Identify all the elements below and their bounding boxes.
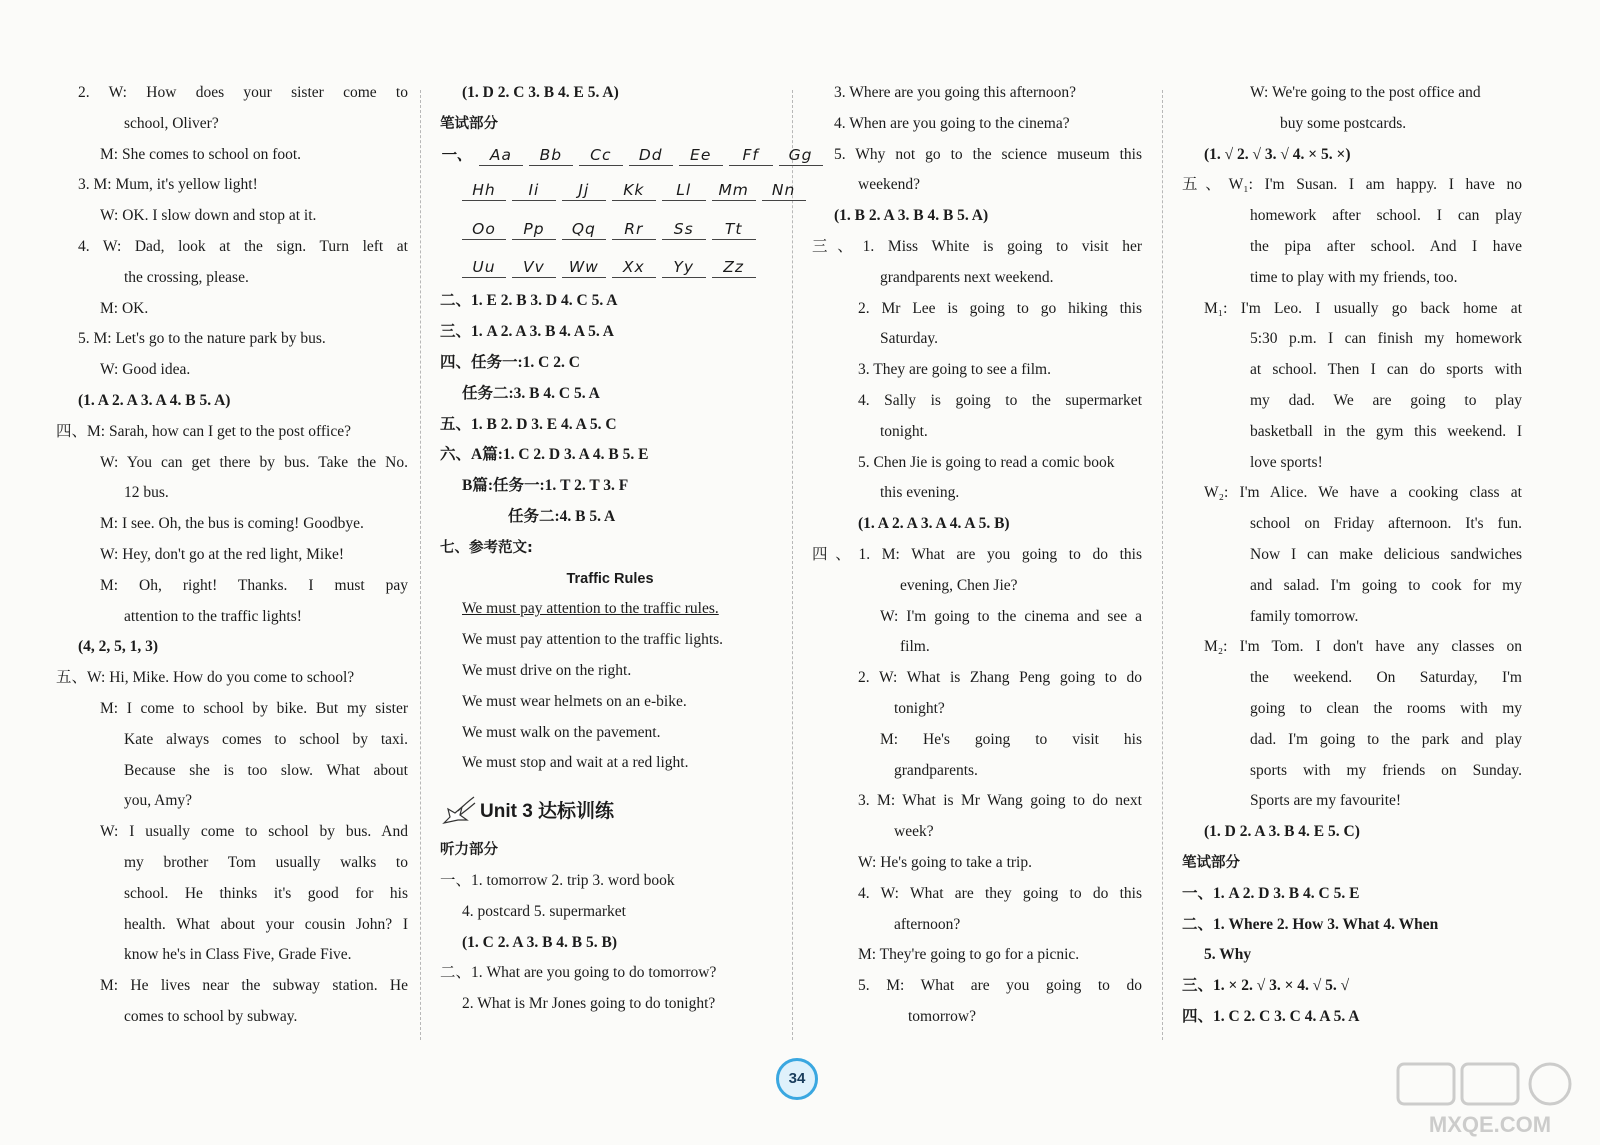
letter-pair: Qq [562,219,606,240]
letter-pair: Uu [462,257,506,278]
essay-line: We must walk on the pavement. [462,723,661,741]
text-line: tomorrow? [908,1007,977,1025]
text-line: Sports are my favourite! [1250,792,1402,810]
text-line: W: OK. I slow down and stop at it. [100,207,317,225]
text-line: love sports! [1250,453,1323,471]
text-line: 3. M: Mum, it's yellow light! [78,176,258,194]
answer-key: (1. D 2. C 3. B 4. E 5. A) [462,84,619,101]
answer-key: 二、1. E 2. B 3. D 4. C 5. A [440,292,618,310]
answer-key: (4, 2, 5, 1, 3) [78,638,159,656]
unit-heading [440,789,780,835]
text-line: weekend? [858,176,920,194]
letter-pair: Dd [629,145,673,166]
letter-pair: Rr [612,219,656,240]
column-1 [56,78,408,1033]
letter-pair: Ww [562,257,606,278]
text-line: 2. W: What is Zhang Peng going to do [858,669,1142,687]
text-line: this evening. [880,484,960,502]
text-line: 4. Sally is going to the supermarket [858,391,1142,409]
text-line: time to play with my friends, too. [1250,268,1458,286]
text-line: 一、1. tomorrow 2. trip 3. word book [440,871,675,889]
letter-pair: Xx [612,257,656,278]
text-line: the weekend. On Saturday, I'm [1250,669,1522,687]
alphabet-row [440,248,780,286]
text-line: Saturday. [880,330,938,348]
answer-key: 六、A篇:1. C 2. D 3. A 4. B 5. E [440,446,649,464]
text-line: sports with my friends on Sunday. [1250,761,1522,779]
text-line: M: They're going to go for a picnic. [858,946,1080,964]
text-line: W₂: I'm Alice. We have a cooking class at [1204,484,1522,502]
text-line: my brother Tom usually walks to [124,853,408,871]
letter-pair: Ss [662,219,706,240]
essay-text: We must pay attention to the traffic lights. [462,631,724,649]
answer-key: 一、1. A 2. D 3. B 4. C 5. E [1182,884,1360,902]
essay-text: We must pay attention to the traffic rules. [462,600,719,618]
watermark-text: MXQE.COM [1428,1112,1552,1137]
unit-title: Unit 3 达标训练 [480,801,615,823]
text-line: W: Hey, don't go at the red light, Mike! [100,545,344,563]
answer-key: (1. √ 2. √ 3. √ 4. × 5. ×) [1204,145,1351,163]
letter-pair: Zz [712,257,756,278]
text-line: 二、1. What are you going to do tomorrow? [440,964,717,982]
answer-key: B篇:任务一:1. T 2. T 3. F [462,477,629,495]
text-line: W: I usually come to school by bus. And [100,823,408,841]
letter-pair: Gg [779,145,823,166]
text-line: 5. Why not go to the science museum this [834,145,1142,163]
text-line: 12 bus. [124,484,169,502]
answer-key: 三、1. × 2. √ 3. × 4. √ 5. √ [1182,977,1350,995]
text-line: know he's in Class Five, Grade Five. [124,946,352,964]
letter-pair: Tt [712,219,756,240]
text-line: health. What about your cousin John? I [124,915,408,933]
text-line: M: Oh, right! Thanks. I must pay [100,576,408,594]
section-heading: 笔试部分 [1182,854,1240,871]
text-line: film. [900,638,930,656]
text-line: W: You can get there by bus. Take the No. [100,453,408,471]
letter-pair: Aa [479,145,523,166]
letter-pair: Oo [462,219,506,240]
answer-key: (1. B 2. A 3. B 4. B 5. A) [834,207,989,225]
text-line: family tomorrow. [1250,607,1359,625]
text-line: 5:30 p.m. I can finish my homework [1250,330,1522,348]
text-line: my dad. We are going to play [1250,391,1522,409]
letter-pair: Kk [612,180,656,201]
letter-pair: Nn [762,180,806,201]
text-line: 5. M: Let's go to the nature park by bus. [78,330,326,348]
text-line: evening, Chen Jie? [900,576,1018,594]
text-line: M₂: I'm Tom. I don't have any classes on [1204,638,1522,656]
text-line: 5. Chen Jie is going to read a comic book [858,453,1115,471]
alphabet-row [440,140,813,171]
essay-line: We must stop and wait at a red light. [462,754,689,772]
text-line: 3. M: What is Mr Wang going to do next [858,792,1142,810]
answer-key: 任务二:3. B 4. C 5. A [462,384,600,402]
letter-pair: Yy [662,257,706,278]
text-line: Now I can make delicious sandwiches [1250,545,1522,563]
column-4 [1182,78,1522,1033]
answer-key: 四、任务一:1. C 2. C [440,353,580,371]
column-3 [812,78,1142,1033]
letter-pair: Ii [512,180,556,201]
section-heading: 四、M: Sarah, how can I get to the post office? [56,422,351,440]
section-heading: 五、W: Hi, Mike. How do you come to school? [56,669,355,687]
column-divider [420,90,421,1040]
letter-pair: Jj [562,180,606,201]
column-2 [440,78,813,1020]
text-line: and salad. I'm going to cook for my [1250,576,1522,594]
letter-pair: Ll [662,180,706,201]
text-line: school on Friday afternoon. It's fun. [1250,515,1522,533]
answer-key: (1. A 2. A 3. A 4. B 5. A) [78,391,231,409]
alphabet-row [440,210,780,248]
alphabet-row [440,170,796,210]
text-line: tonight? [894,699,945,717]
answer-key: 5. Why [1204,946,1252,964]
text-line: the pipa after school. And I have [1250,237,1522,255]
text-line: school, Oliver? [124,114,219,132]
section-heading: 七、参考范文: [440,539,533,556]
text-line: going to clean the rooms with my [1250,699,1522,717]
text-line: W: He's going to take a trip. [858,853,1032,871]
text-line: buy some postcards. [1280,114,1407,132]
text-line: 4. When are you going to the cinema? [834,114,1070,132]
essay-line [440,625,780,656]
text-line: M: OK. [100,299,149,317]
section-heading: 三、1. Miss White is going to visit her [812,237,1142,255]
section-heading: 笔试部分 [440,115,498,132]
column-divider [1162,90,1163,1040]
answer-key: (1. C 2. A 3. B 4. B 5. B) [462,933,618,951]
text-line: attention to the traffic lights! [124,607,302,625]
text-line: 2. What is Mr Jones going to do tonight? [462,995,716,1013]
text-line: school. He thinks it's good for his [124,884,408,902]
text-line: 4. postcard 5. supermarket [462,902,626,920]
watermark-logo [1390,1060,1590,1140]
text-line: Because she is too slow. What about [124,761,408,779]
text-line: you, Amy? [124,792,193,810]
answer-key: 五、1. B 2. D 3. E 4. A 5. C [440,415,617,433]
section-heading: 五、W₁: I'm Susan. I am happy. I have no [1182,176,1522,194]
text-line: 2. Mr Lee is going to go hiking this [858,299,1142,317]
essay-line [440,594,780,625]
text-line: 3. They are going to see a film. [858,361,1051,379]
text-line: M: I come to school by bike. But my sister [100,699,408,717]
answer-key: 二、1. Where 2. How 3. What 4. When [1182,915,1439,933]
text-line: 5. M: What are you going to do [858,977,1142,995]
column-divider [792,90,793,1040]
text-line: M: She comes to school on foot. [100,145,302,163]
text-line: dad. I'm going to the park and play [1250,730,1522,748]
answer-key: (1. A 2. A 3. A 4. A 5. B) [858,515,1010,533]
letter-pair: Mm [712,180,756,201]
text-line: M: He lives near the subway station. He [100,977,408,995]
text-line: 4. W: Dad, look at the sign. Turn left at [78,237,408,255]
text-line: grandparents next weekend. [880,268,1054,286]
letter-pair: Cc [579,145,623,166]
text-line: 4. W: What are they going to do this [858,884,1142,902]
text-line: W: I'm going to the cinema and see a [880,607,1142,625]
text-line: grandparents. [894,761,978,779]
shooting-star-icon [440,795,476,829]
text-line: the crossing, please. [124,268,249,286]
text-line: 3. Where are you going this afternoon? [834,84,1077,101]
text-line: M: I see. Oh, the bus is coming! Goodbye. [100,515,364,533]
letter-pair: Ee [679,145,723,166]
essay-title: Traffic Rules [566,570,654,587]
question-number: 一、 [440,145,474,164]
text-line: W: Good idea. [100,361,191,379]
text-line: tonight. [880,422,928,440]
answer-key: 任务二:4. B 5. A [508,507,616,525]
text-line: week? [894,823,934,841]
text-line: basketball in the gym this weekend. I [1250,422,1522,440]
text-line: W: We're going to the post office and [1250,84,1481,101]
essay-line: We must wear helmets on an e-bike. [462,692,687,710]
text-line: M₁: I'm Leo. I usually go back home at [1204,299,1522,317]
section-heading: 听力部分 [440,842,498,859]
page-number: 34 [776,1058,818,1100]
letter-pair: Pp [512,219,556,240]
letter-pair: Ff [729,145,773,166]
text-line: comes to school by subway. [124,1007,298,1025]
text-line: Kate always comes to school by taxi. [124,730,408,748]
text-line: 2. W: How does your sister come to [78,84,408,101]
essay-line: We must drive on the right. [462,661,632,679]
answer-key: 三、1. A 2. A 3. B 4. A 5. A [440,323,614,341]
letter-pair: Hh [462,180,506,201]
text-line: at school. Then I can do sports with [1250,361,1522,379]
letter-pair: Vv [512,257,556,278]
text-line: homework after school. I can play [1250,207,1522,225]
text-line: afternoon? [894,915,961,933]
answer-key: 四、1. C 2. C 3. C 4. A 5. A [1182,1007,1360,1025]
text-line: M: He's going to visit his [880,730,1142,748]
answer-key: (1. D 2. A 3. B 4. E 5. C) [1204,823,1360,841]
section-heading: 四、1. M: What are you going to do this [812,545,1142,563]
letter-pair: Bb [529,145,573,166]
